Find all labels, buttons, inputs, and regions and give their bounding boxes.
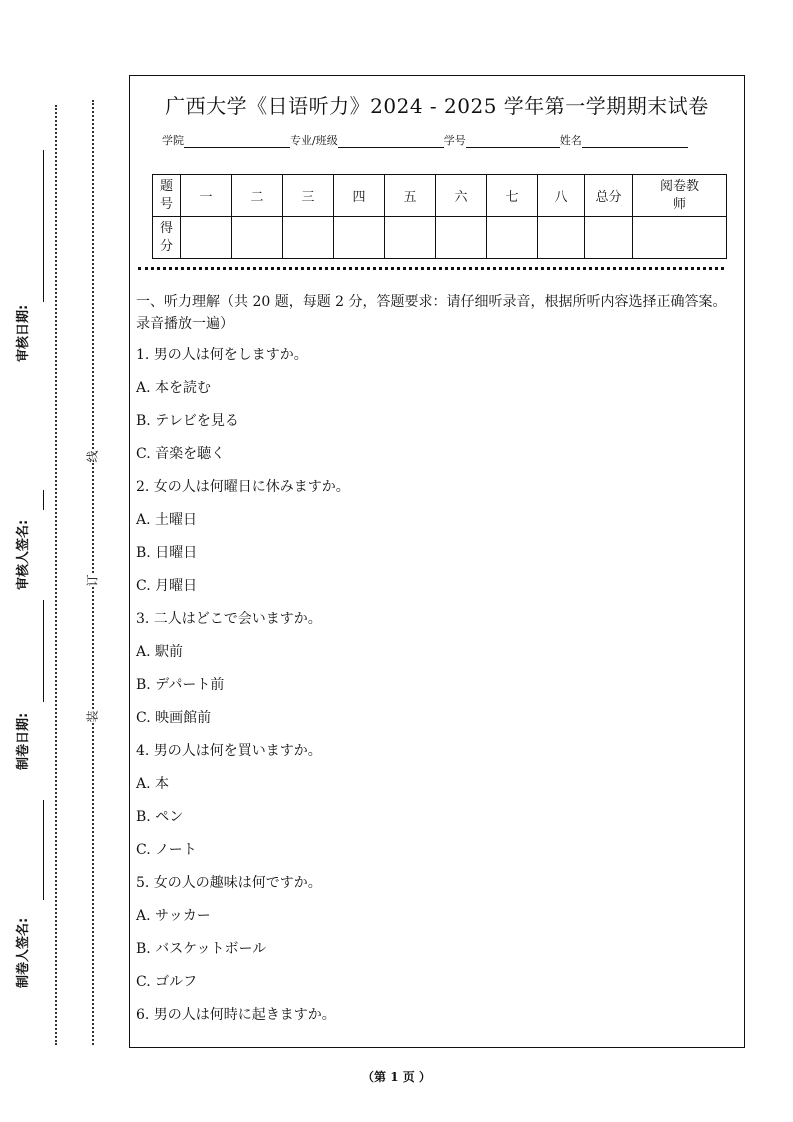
- header-cell: 七: [487, 175, 538, 217]
- answer-option[interactable]: B. テレビを見る: [136, 413, 239, 429]
- name-label: 姓名: [559, 134, 582, 147]
- answer-option[interactable]: B. ペン: [136, 809, 184, 825]
- reviewer-sign-line: [43, 490, 44, 510]
- answer-option[interactable]: A. 駅前: [136, 644, 184, 660]
- score-cell[interactable]: [633, 217, 727, 259]
- score-cell[interactable]: [436, 217, 487, 259]
- score-cell[interactable]: [334, 217, 385, 259]
- answer-option[interactable]: A. 本を読む: [136, 380, 212, 396]
- score-table: [152, 174, 727, 259]
- score-cell[interactable]: [283, 217, 334, 259]
- answer-option[interactable]: A. サッカー: [136, 908, 211, 924]
- score-cell[interactable]: [538, 217, 585, 259]
- maker-sign-label: 制卷人签名:: [16, 917, 31, 988]
- student-no-blank[interactable]: [466, 135, 560, 148]
- header-cell: 五: [385, 175, 436, 217]
- margin-dotted-line-binding: [92, 100, 94, 1045]
- college-label: 学院: [162, 134, 184, 147]
- review-date-line: [43, 150, 44, 302]
- college-blank[interactable]: [184, 135, 290, 148]
- review-date-label: 审核日期:: [16, 304, 31, 362]
- question-list: [136, 345, 736, 1038]
- major-label: 专业/班级: [290, 134, 338, 147]
- answer-option[interactable]: B. バスケットボール: [136, 941, 267, 957]
- score-cell[interactable]: [181, 217, 232, 259]
- header-cell: 阅卷教师: [633, 175, 727, 217]
- page-title: 广西大学《日语听力》2024 - 2025 学年第一学期期末试卷: [165, 94, 709, 118]
- page-number: （第 1 页 ）: [362, 1070, 431, 1084]
- header-cell: 三: [283, 175, 334, 217]
- reviewer-sign-label: 审核人签名:: [16, 519, 31, 590]
- answer-option[interactable]: C. ゴルフ: [136, 974, 198, 990]
- binding-char-line: 线: [85, 450, 100, 463]
- question-item: 6. 男の人は何時に起きますか。: [136, 1007, 336, 1023]
- header-cell: 总分: [585, 175, 633, 217]
- header-cell: 一: [181, 175, 232, 217]
- answer-option[interactable]: B. 日曜日: [136, 545, 198, 561]
- question-item: 2. 女の人は何曜日に休みますか。: [136, 479, 350, 495]
- question-number-label-cell: 题号: [153, 175, 181, 217]
- header-cell: 六: [436, 175, 487, 217]
- score-cell[interactable]: [585, 217, 633, 259]
- dotted-separator: [138, 267, 724, 270]
- answer-option[interactable]: C. 映画館前: [136, 710, 212, 726]
- answer-option[interactable]: C. ノート: [136, 842, 197, 858]
- margin-dotted-line-left: [55, 105, 57, 1045]
- score-cell[interactable]: [232, 217, 283, 259]
- section-instruction: 一、听力理解（共 20 题，每题 2 分，答题要求：请仔细听录音，根据所听内容选择正确答案。录音播放一遍）: [136, 294, 727, 332]
- question-item: 4. 男の人は何を買いますか。: [136, 743, 322, 759]
- exam-paper-frame: [129, 75, 745, 1048]
- question-item: 1. 男の人は何をしますか。: [136, 347, 308, 363]
- answer-option[interactable]: A. 土曜日: [136, 512, 198, 528]
- binding-char-fold: 装: [85, 710, 100, 723]
- answer-option[interactable]: C. 音楽を聴く: [136, 446, 226, 462]
- score-cell[interactable]: [487, 217, 538, 259]
- answer-option[interactable]: B. デパート前: [136, 677, 225, 693]
- header-cell: 八: [538, 175, 585, 217]
- make-date-line: [43, 600, 44, 702]
- answer-option[interactable]: C. 月曜日: [136, 578, 198, 594]
- header-cell: 二: [232, 175, 283, 217]
- answer-option[interactable]: A. 本: [136, 776, 170, 792]
- binding-char-order: 订: [85, 574, 100, 587]
- maker-sign-line: [43, 800, 44, 900]
- make-date-label: 制卷日期:: [16, 712, 31, 770]
- student-no-label: 学号: [443, 134, 466, 147]
- score-cell[interactable]: [385, 217, 436, 259]
- major-blank[interactable]: [338, 135, 444, 148]
- header-cell: 四: [334, 175, 385, 217]
- question-item: 5. 女の人の趣味は何ですか。: [136, 875, 322, 891]
- score-label-cell: 得分: [153, 217, 181, 259]
- question-item: 3. 二人はどこで会いますか。: [136, 611, 322, 627]
- student-info-row: [162, 132, 688, 148]
- section-listening: [136, 291, 736, 1038]
- name-blank[interactable]: [582, 135, 688, 148]
